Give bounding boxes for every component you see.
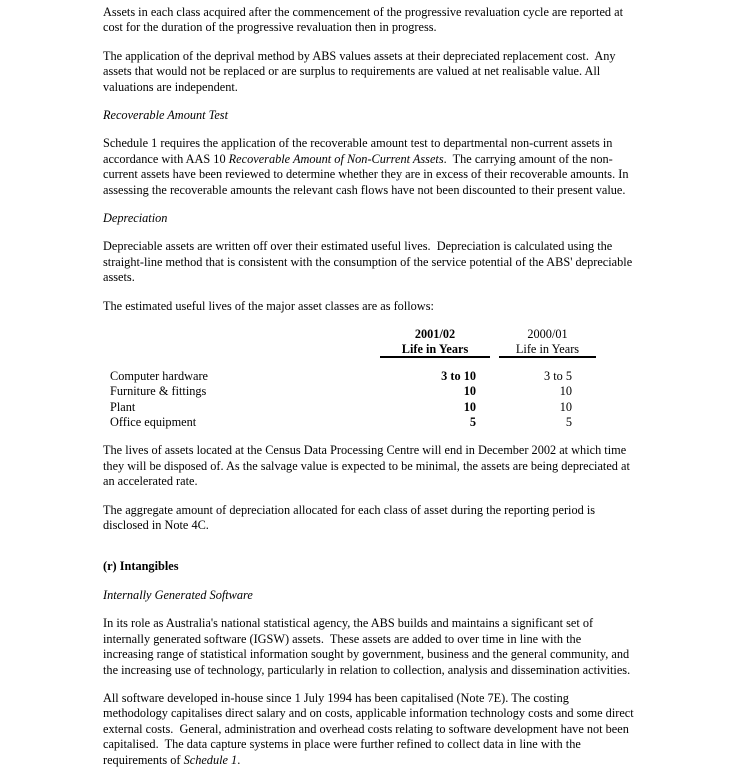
heading-depreciation: Depreciation	[103, 211, 168, 226]
text-line: The lives of assets located at the Census Data Processing Centre will end in December 2002 at which time	[103, 443, 627, 458]
row-value-previous: 3 to 5	[543, 368, 572, 383]
text-run-italic: Schedule 1	[183, 752, 238, 767]
table-body	[103, 369, 688, 431]
table-header-spacer	[103, 342, 380, 357]
column-gap	[490, 342, 499, 357]
text-line: valuations are independent.	[103, 79, 238, 94]
text-run: .	[237, 752, 241, 767]
table-header-spacer	[103, 327, 380, 342]
text-run-italic: Recoverable Amount of Non-Current Assets	[228, 151, 444, 166]
column-gap	[490, 400, 499, 415]
useful-lives-table	[103, 327, 688, 430]
paragraph-revaluation	[103, 5, 688, 36]
text-line: Depreciable assets are written off over their estimated useful lives. Depreciation is calculated using the	[103, 239, 613, 254]
table-row	[103, 415, 688, 430]
paragraph-depreciable-assets	[103, 239, 688, 285]
text-line: In its role as Australia's national statistical agency, the ABS builds and maintains a significant set of	[103, 616, 594, 631]
table-row	[103, 400, 688, 415]
row-value-current: 10	[463, 399, 476, 414]
text-line: The estimated useful lives of the major asset classes are as follows:	[103, 298, 434, 313]
text-line: All software developed in-house since 1 July 1994 has been capitalised (Note 7E). The costing	[103, 690, 569, 705]
text-line: Schedule 1 requires the application of the recoverable amount test to departmental non-current assets in	[103, 136, 613, 151]
text-line: assets.	[103, 270, 135, 285]
text-line: the increasing use of technology, particularly in relation to collection, analysis and dissemination activities.	[103, 662, 631, 677]
row-value-previous: 5	[565, 415, 572, 430]
paragraph-igsw	[103, 616, 688, 678]
text-line: capitalised. The data capture systems in place were further refined to collect data in line with the	[103, 737, 581, 752]
text-line: The aggregate amount of depreciation allocated for each class of asset during the reporting period is	[103, 502, 596, 517]
table-header-years-row	[103, 327, 688, 342]
paragraph-software-capitalisation	[103, 691, 688, 767]
text-line: current assets have been reviewed to determine whether they are in excess of their recoverable amounts. In	[103, 167, 629, 182]
text-line: disclosed in Note 4C.	[103, 518, 209, 533]
text-line	[103, 152, 688, 167]
text-line: Assets in each class acquired after the commencement of the progressive revaluation cycle are reported at	[103, 5, 623, 19]
paragraph-deprival-method	[103, 49, 688, 95]
table-row	[103, 384, 688, 399]
text-line: The application of the deprival method by ABS values assets at their depreciated replacement cost. Any	[103, 48, 616, 63]
column-subheading-life-in-years-current: Life in Years	[380, 342, 490, 357]
column-gap	[490, 369, 499, 384]
text-line: straight-line method that is consistent with the consumption of the service potential of the ABS' depreciable	[103, 254, 633, 269]
row-label: Computer hardware	[110, 368, 208, 383]
row-value-current: 10	[463, 384, 476, 399]
row-value-previous: 10	[559, 384, 572, 399]
text-line: an accelerated rate.	[103, 474, 198, 489]
text-run: accordance with AAS 10	[103, 151, 229, 166]
heading-recoverable-amount-test: Recoverable Amount Test	[103, 108, 228, 123]
row-value-current: 3 to 10	[441, 368, 476, 383]
paragraph-census-centre	[103, 443, 688, 489]
text-line: cost for the duration of the progressive revaluation then in progress.	[103, 20, 437, 35]
text-line: internally generated software (IGSW) assets. These assets are added to over time in line with the	[103, 631, 582, 646]
text-run: . The carrying amount of the non-	[443, 151, 613, 166]
table-row	[103, 369, 688, 384]
paragraph-useful-lives-intro	[103, 299, 688, 314]
column-header-year-2000-01: 2000/01	[527, 327, 568, 342]
page-text-column	[103, 5, 688, 767]
heading-internally-generated-software: Internally Generated Software	[103, 587, 253, 602]
column-gap	[490, 415, 499, 430]
column-gap	[490, 327, 499, 342]
text-line: assets that would not be replaced or are surplus to requirements are valued at net realisable value. All	[103, 64, 601, 79]
text-line	[103, 753, 688, 767]
table-header-subheading-row	[103, 342, 688, 357]
heading-intangibles: (r) Intangibles	[103, 559, 179, 574]
paragraph-recoverable-amount	[103, 136, 688, 198]
text-line: they will be disposed of. As the salvage value is expected to be minimal, the assets are being depreciated at	[103, 458, 630, 473]
text-line: increasing range of statistical information sought by government, business and the general community, and	[103, 647, 630, 662]
row-label: Plant	[110, 399, 136, 414]
row-value-current: 5	[469, 415, 476, 430]
column-header-year-2001-02: 2001/02	[414, 327, 456, 342]
text-line: assessing the recoverable amounts the relevant cash flows have not been discounted to their present value.	[103, 182, 626, 197]
text-line: methodology capitalises direct salary and on costs, applicable information technology costs and some direct	[103, 706, 634, 721]
paragraph-aggregate-depreciation	[103, 503, 688, 534]
row-value-previous: 10	[559, 399, 572, 414]
column-subheading-life-in-years-previous: Life in Years	[499, 342, 596, 357]
column-gap	[490, 384, 499, 399]
text-run: requirements of	[103, 752, 184, 767]
text-line: external costs. General, administration and overhead costs relating to software development have not been	[103, 721, 629, 736]
row-label: Furniture & fittings	[110, 384, 207, 399]
row-label: Office equipment	[110, 415, 197, 430]
